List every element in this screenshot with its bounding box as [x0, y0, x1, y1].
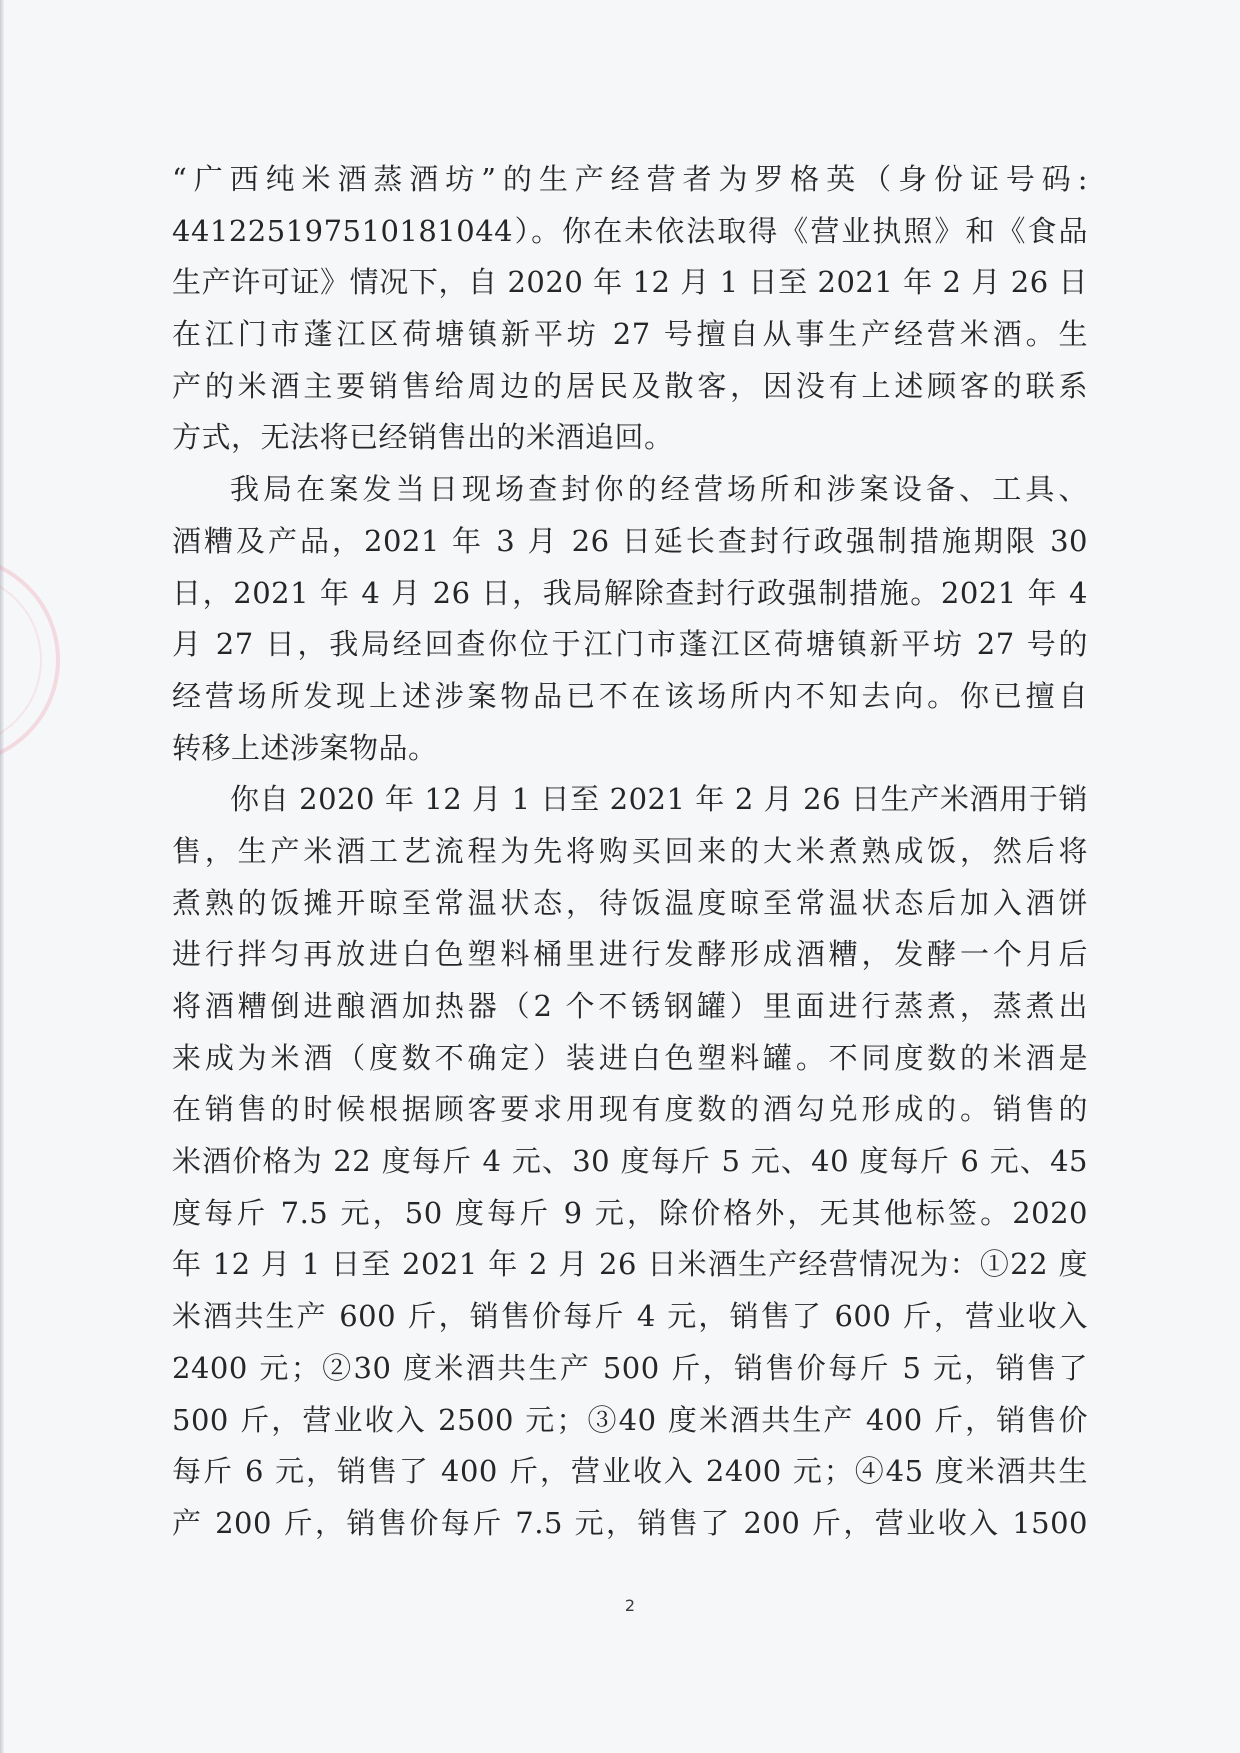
text-line: 在江门市蓬江区荷塘镇新平坊 27 号擅自从事生产经营米酒。生 [172, 317, 1088, 352]
text-line: 我局在案发当日现场查封你的经营场所和涉案设备、工具、 [230, 472, 1088, 507]
text-line: 来成为米酒（度数不确定）装进白色塑料罐。不同度数的米酒是 [172, 1040, 1088, 1075]
text-line: 度每斤 7.5 元，50 度每斤 9 元，除价格外，无其他标签。2020 [172, 1195, 1088, 1230]
page-number: 2 [624, 1596, 636, 1615]
text-line: 在销售的时候根据顾客要求用现有度数的酒勾兑形成的。销售的 [172, 1092, 1088, 1127]
page-edge-shadow [0, 0, 4, 1753]
text-line: 日，2021 年 4 月 26 日，我局解除查封行政强制措施。2021 年 4 [172, 575, 1088, 610]
text-line: 产的米酒主要销售给周边的居民及散客，因没有上述顾客的联系 [172, 368, 1088, 403]
text-line: 生产许可证》情况下，自 2020 年 12 月 1 日至 2021 年 2 月 26 日 [172, 265, 1088, 300]
text-line: 米酒价格为 22 度每斤 4 元、30 度每斤 5 元、40 度每斤 6 元、45 [172, 1144, 1088, 1179]
text-line: 方式，无法将已经销售出的米酒追回。 [172, 420, 674, 455]
text-line: “广西纯米酒蒸酒坊”的生产经营者为罗格英（身份证号码: [172, 162, 1088, 196]
document-body [172, 154, 1088, 1550]
text-line: 441225197510181044）。你在未依法取得《营业执照》和《食品 [172, 213, 1088, 248]
paragraph-3 [172, 774, 1088, 1549]
red-seal-stamp-partial [0, 555, 60, 765]
text-line: 每斤 6 元，销售了 400 斤，营业收入 2400 元；④45 度米酒共生 [172, 1454, 1088, 1489]
text-line: 经营场所发现上述涉案物品已不在该场所内不知去向。你已擅自 [172, 678, 1088, 713]
text-line: 煮熟的饭摊开晾至常温状态，待饭温度晾至常温状态后加入酒饼 [172, 885, 1088, 920]
text-line: 转移上述涉案物品。 [172, 730, 438, 765]
text-line: 酒糟及产品，2021 年 3 月 26 日延长查封行政强制措施期限 30 [172, 523, 1088, 558]
text-line: 售，生产米酒工艺流程为先将购买回来的大米煮熟成饭，然后将 [172, 833, 1088, 868]
text-line: 500 斤，营业收入 2500 元；③40 度米酒共生产 400 斤，销售价 [172, 1402, 1088, 1437]
paragraph-1 [172, 154, 1088, 464]
text-line: 年 12 月 1 日至 2021 年 2 月 26 日米酒生产经营情况为：①22 度 [172, 1247, 1088, 1282]
text-line: 月 27 日，我局经回查你位于江门市蓬江区荷塘镇新平坊 27 号的 [172, 627, 1088, 662]
text-line: 将酒糟倒进酿酒加热器（2 个不锈钢罐）里面进行蒸煮，蒸煮出 [172, 989, 1088, 1023]
text-line: 进行拌匀再放进白色塑料桶里进行发酵形成酒糟，发酵一个月后 [172, 937, 1088, 972]
text-line: 产 200 斤，销售价每斤 7.5 元，销售了 200 斤，营业收入 1500 [172, 1505, 1088, 1540]
paragraph-2 [172, 464, 1088, 774]
text-line: 2400 元；②30 度米酒共生产 500 斤，销售价每斤 5 元，销售了 [172, 1350, 1088, 1385]
text-line: 米酒共生产 600 斤，销售价每斤 4 元，销售了 600 斤，营业收入 [172, 1299, 1088, 1334]
text-line: 你自 2020 年 12 月 1 日至 2021 年 2 月 26 日生产米酒用于销 [230, 782, 1088, 817]
